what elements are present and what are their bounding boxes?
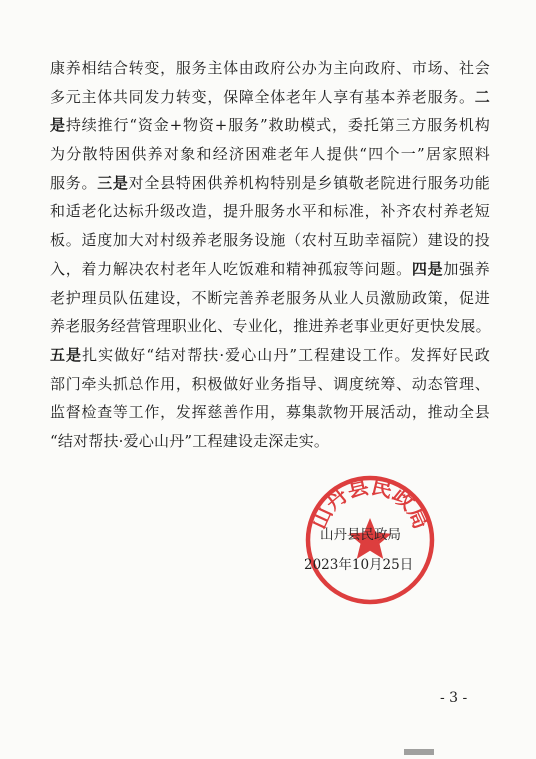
text-line <box>50 83 490 112</box>
text-segment: 入，着力解决农村老年人吃饭难和精神孤寂等问题。 <box>50 259 412 278</box>
body-text <box>50 54 490 456</box>
text-line <box>50 427 490 456</box>
text-line <box>50 169 490 198</box>
text-segment: 康养相结合转变，服务主体由政府公办为主向政府、市场、社会 <box>50 59 490 77</box>
scan-mark <box>404 749 434 755</box>
text-segment: 板。适度加大对村级养老服务设施（农村互助幸福院）建设的投 <box>50 231 490 250</box>
text-line <box>50 398 490 427</box>
text-segment: 对全县特困供养机构特别是乡镇敬老院进行服务功能 <box>128 173 490 192</box>
text-line <box>50 284 490 313</box>
text-segment: 监督检查等工作，发挥慈善作用，募集款物开展活动，推动全县 <box>50 403 490 422</box>
text-line <box>50 54 490 83</box>
text-segment: 扎实做好“结对帮扶·爱心山丹”工程建设工作。发挥好民政 <box>82 345 490 364</box>
text-line <box>50 140 490 169</box>
page-number: - 3 - <box>440 690 468 706</box>
text-line <box>50 341 490 370</box>
text-segment: 是 <box>50 116 66 135</box>
text-line <box>50 111 490 140</box>
text-segment: 五是 <box>50 345 83 364</box>
text-segment: 和适老化达标升级改造，提升服务水平和标准，补齐农村养老短 <box>50 202 490 221</box>
text-segment: 多元主体共同发力转变，保障全体老年人享有基本养老服务。 <box>50 87 475 106</box>
signer-name: 山丹县民政局 <box>320 527 401 543</box>
text-segment: “结对帮扶·爱心山丹”工程建设走深走实。 <box>50 431 330 450</box>
text-segment: 为分散特困供养对象和经济困难老年人提供“四个一”居家照料 <box>50 145 490 164</box>
text-segment: 四是 <box>411 259 444 278</box>
text-segment: 加强养 <box>443 259 490 278</box>
text-segment: 老护理员队伍建设，不断完善养老服务从业人员激励政策，促进 <box>50 288 490 307</box>
text-segment: 养老服务经营管理职业化、专业化，推进养老事业更好更快发展。 <box>50 317 491 336</box>
text-segment: 服务。 <box>50 173 98 192</box>
text-segment: 二 <box>474 87 490 106</box>
text-line <box>50 255 490 284</box>
text-line <box>50 312 490 341</box>
seal-text: 山丹县民政局 <box>305 473 435 533</box>
text-segment: 三是 <box>97 173 129 192</box>
text-segment: 部门牵头抓总作用，积极做好业务指导、调度统筹、动态管理、 <box>50 374 490 393</box>
text-line <box>50 370 490 399</box>
text-line <box>50 226 490 255</box>
text-line <box>50 197 490 226</box>
sign-date: 2023年10月25日 <box>304 557 414 573</box>
text-segment: 持续推行“资金+物资+服务”救助模式，委托第三方服务机构 <box>65 116 491 135</box>
